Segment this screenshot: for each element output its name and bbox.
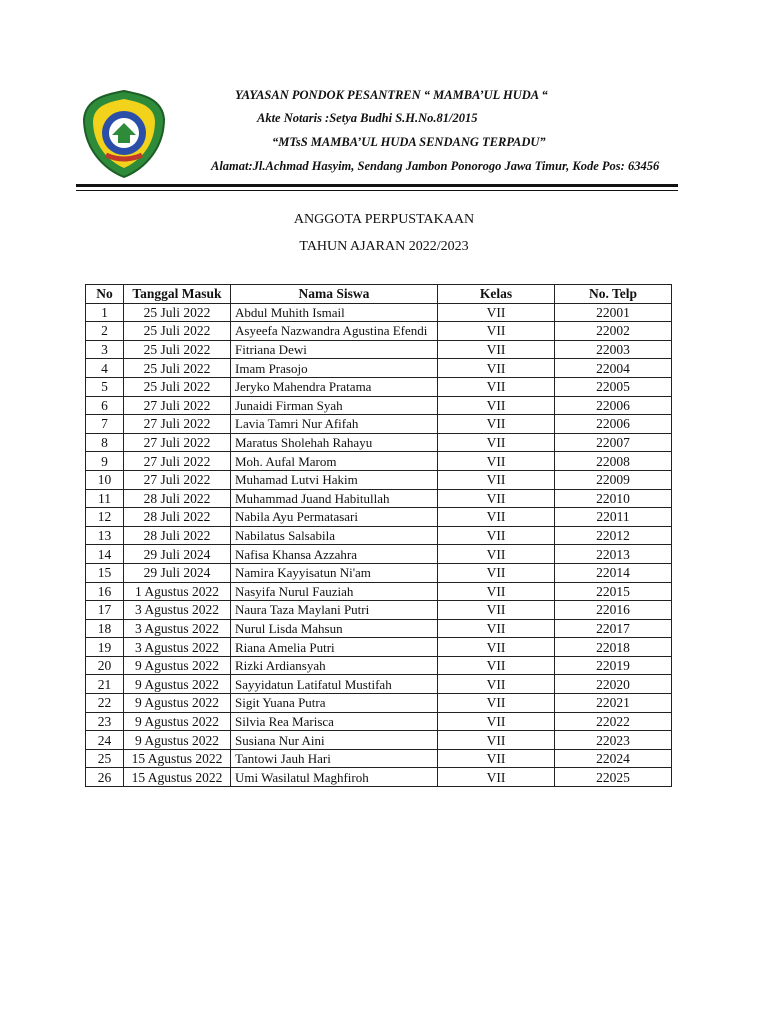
column-header-no: No: [86, 285, 124, 304]
cell-date: 28 Juli 2022: [124, 526, 231, 545]
cell-class: VII: [438, 768, 555, 787]
cell-date: 27 Juli 2022: [124, 415, 231, 434]
table-row: [86, 340, 672, 359]
cell-no: 7: [86, 415, 124, 434]
cell-class: VII: [438, 452, 555, 471]
column-header-date: Tanggal Masuk: [124, 285, 231, 304]
table-row: [86, 470, 672, 489]
cell-no: 14: [86, 545, 124, 564]
cell-date: 9 Agustus 2022: [124, 712, 231, 731]
cell-name: Umi Wasilatul Maghfiroh: [231, 768, 438, 787]
cell-date: 28 Juli 2022: [124, 489, 231, 508]
cell-name: Riana Amelia Putri: [231, 638, 438, 657]
cell-class: VII: [438, 712, 555, 731]
cell-phone: 22006: [555, 396, 672, 415]
cell-class: VII: [438, 582, 555, 601]
cell-date: 28 Juli 2022: [124, 508, 231, 527]
table-header-row: [86, 285, 672, 304]
cell-phone: 22025: [555, 768, 672, 787]
cell-name: Jeryko Mahendra Pratama: [231, 377, 438, 396]
cell-phone: 22023: [555, 731, 672, 750]
table-row: [86, 452, 672, 471]
cell-phone: 22001: [555, 303, 672, 322]
cell-no: 22: [86, 694, 124, 713]
table-row: [86, 489, 672, 508]
cell-name: Naura Taza Maylani Putri: [231, 601, 438, 620]
cell-phone: 22011: [555, 508, 672, 527]
cell-no: 16: [86, 582, 124, 601]
table-row: [86, 582, 672, 601]
cell-no: 20: [86, 656, 124, 675]
cell-phone: 22007: [555, 433, 672, 452]
cell-class: VII: [438, 322, 555, 341]
cell-no: 13: [86, 526, 124, 545]
cell-class: VII: [438, 433, 555, 452]
cell-phone: 22009: [555, 470, 672, 489]
cell-no: 18: [86, 619, 124, 638]
cell-name: Sigit Yuana Putra: [231, 694, 438, 713]
header-rule-thick: [76, 184, 678, 187]
table-row: [86, 322, 672, 341]
cell-phone: 22017: [555, 619, 672, 638]
cell-name: Muhammad Juand Habitullah: [231, 489, 438, 508]
notary-deed: Akte Notaris :Setya Budhi S.H.No.81/2015: [257, 111, 478, 125]
cell-phone: 22016: [555, 601, 672, 620]
school-name: “MTsS MAMBA’UL HUDA SENDANG TERPADU”: [272, 135, 546, 149]
cell-class: VII: [438, 489, 555, 508]
cell-date: 9 Agustus 2022: [124, 675, 231, 694]
cell-name: Susiana Nur Aini: [231, 731, 438, 750]
cell-name: Tantowi Jauh Hari: [231, 749, 438, 768]
cell-date: 25 Juli 2022: [124, 340, 231, 359]
school-address: Alamat:Jl.Achmad Hasyim, Sendang Jambon Ponorogo Jawa Timur, Kode Pos: 63456: [211, 159, 660, 173]
table-row: [86, 377, 672, 396]
cell-date: 27 Juli 2022: [124, 396, 231, 415]
cell-no: 26: [86, 768, 124, 787]
cell-no: 19: [86, 638, 124, 657]
cell-name: Nabilatus Salsabila: [231, 526, 438, 545]
cell-no: 21: [86, 675, 124, 694]
cell-date: 25 Juli 2022: [124, 377, 231, 396]
cell-class: VII: [438, 601, 555, 620]
cell-class: VII: [438, 508, 555, 527]
cell-class: VII: [438, 563, 555, 582]
cell-class: VII: [438, 470, 555, 489]
cell-name: Imam Prasojo: [231, 359, 438, 378]
cell-date: 15 Agustus 2022: [124, 768, 231, 787]
table-row: [86, 303, 672, 322]
table-row: [86, 526, 672, 545]
cell-date: 3 Agustus 2022: [124, 638, 231, 657]
cell-phone: 22004: [555, 359, 672, 378]
table-row: [86, 508, 672, 527]
school-logo: [82, 89, 166, 179]
cell-date: 25 Juli 2022: [124, 359, 231, 378]
cell-class: VII: [438, 749, 555, 768]
cell-phone: 22022: [555, 712, 672, 731]
cell-date: 9 Agustus 2022: [124, 694, 231, 713]
cell-class: VII: [438, 526, 555, 545]
cell-name: Rizki Ardiansyah: [231, 656, 438, 675]
cell-no: 11: [86, 489, 124, 508]
cell-phone: 22005: [555, 377, 672, 396]
cell-date: 27 Juli 2022: [124, 433, 231, 452]
cell-no: 23: [86, 712, 124, 731]
table-row: [86, 545, 672, 564]
cell-no: 25: [86, 749, 124, 768]
cell-no: 3: [86, 340, 124, 359]
cell-no: 6: [86, 396, 124, 415]
cell-phone: 22020: [555, 675, 672, 694]
table-row: [86, 638, 672, 657]
cell-class: VII: [438, 415, 555, 434]
cell-date: 9 Agustus 2022: [124, 731, 231, 750]
cell-class: VII: [438, 303, 555, 322]
cell-phone: 22014: [555, 563, 672, 582]
column-header-class: Kelas: [438, 285, 555, 304]
cell-name: Maratus Sholehah Rahayu: [231, 433, 438, 452]
table-row: [86, 656, 672, 675]
cell-name: Nasyifa Nurul Fauziah: [231, 582, 438, 601]
cell-date: 3 Agustus 2022: [124, 601, 231, 620]
cell-date: 27 Juli 2022: [124, 470, 231, 489]
column-header-name: Nama Siswa: [231, 285, 438, 304]
cell-phone: 22006: [555, 415, 672, 434]
cell-phone: 22002: [555, 322, 672, 341]
cell-date: 15 Agustus 2022: [124, 749, 231, 768]
cell-phone: 22019: [555, 656, 672, 675]
cell-class: VII: [438, 377, 555, 396]
cell-date: 27 Juli 2022: [124, 452, 231, 471]
cell-date: 9 Agustus 2022: [124, 656, 231, 675]
table-row: [86, 359, 672, 378]
table-row: [86, 675, 672, 694]
cell-phone: 22018: [555, 638, 672, 657]
cell-class: VII: [438, 731, 555, 750]
table-row: [86, 731, 672, 750]
cell-no: 1: [86, 303, 124, 322]
cell-name: Silvia Rea Marisca: [231, 712, 438, 731]
cell-name: Fitriana Dewi: [231, 340, 438, 359]
cell-name: Nurul Lisda Mahsun: [231, 619, 438, 638]
cell-phone: 22010: [555, 489, 672, 508]
table-row: [86, 619, 672, 638]
cell-name: Nabila Ayu Permatasari: [231, 508, 438, 527]
cell-no: 9: [86, 452, 124, 471]
cell-phone: 22013: [555, 545, 672, 564]
table-row: [86, 415, 672, 434]
column-header-phone: No. Telp: [555, 285, 672, 304]
cell-phone: 22021: [555, 694, 672, 713]
table-row: [86, 433, 672, 452]
cell-phone: 22008: [555, 452, 672, 471]
cell-name: Asyeefa Nazwandra Agustina Efendi: [231, 322, 438, 341]
table-row: [86, 768, 672, 787]
cell-class: VII: [438, 694, 555, 713]
cell-name: Lavia Tamri Nur Afifah: [231, 415, 438, 434]
cell-no: 8: [86, 433, 124, 452]
cell-no: 2: [86, 322, 124, 341]
table-row: [86, 712, 672, 731]
cell-name: Junaidi Firman Syah: [231, 396, 438, 415]
cell-name: Muhamad Lutvi Hakim: [231, 470, 438, 489]
cell-date: 29 Juli 2024: [124, 545, 231, 564]
foundation-name: YAYASAN PONDOK PESANTREN “ MAMBA’UL HUDA “: [235, 88, 548, 102]
cell-phone: 22015: [555, 582, 672, 601]
cell-phone: 22012: [555, 526, 672, 545]
cell-no: 12: [86, 508, 124, 527]
cell-no: 4: [86, 359, 124, 378]
cell-date: 25 Juli 2022: [124, 303, 231, 322]
header-rule-thin: [76, 190, 678, 191]
cell-date: 3 Agustus 2022: [124, 619, 231, 638]
cell-class: VII: [438, 638, 555, 657]
cell-date: 1 Agustus 2022: [124, 582, 231, 601]
cell-name: Nafisa Khansa Azzahra: [231, 545, 438, 564]
cell-class: VII: [438, 619, 555, 638]
members-table: [85, 284, 672, 787]
cell-class: VII: [438, 340, 555, 359]
cell-name: Namira Kayyisatun Ni'am: [231, 563, 438, 582]
table-row: [86, 563, 672, 582]
cell-name: Moh. Aufal Marom: [231, 452, 438, 471]
cell-date: 29 Juli 2024: [124, 563, 231, 582]
cell-class: VII: [438, 675, 555, 694]
table-row: [86, 749, 672, 768]
cell-no: 5: [86, 377, 124, 396]
cell-class: VII: [438, 656, 555, 675]
table-row: [86, 396, 672, 415]
cell-phone: 22003: [555, 340, 672, 359]
cell-date: 25 Juli 2022: [124, 322, 231, 341]
cell-phone: 22024: [555, 749, 672, 768]
cell-name: Abdul Muhith Ismail: [231, 303, 438, 322]
cell-name: Sayyidatun Latifatul Mustifah: [231, 675, 438, 694]
cell-no: 24: [86, 731, 124, 750]
cell-class: VII: [438, 545, 555, 564]
document-title: ANGGOTA PERPUSTAKAAN: [293, 212, 475, 227]
school-year: TAHUN AJARAN 2022/2023: [299, 239, 469, 254]
cell-class: VII: [438, 396, 555, 415]
table-row: [86, 694, 672, 713]
cell-no: 15: [86, 563, 124, 582]
cell-no: 17: [86, 601, 124, 620]
table-row: [86, 601, 672, 620]
cell-class: VII: [438, 359, 555, 378]
cell-no: 10: [86, 470, 124, 489]
